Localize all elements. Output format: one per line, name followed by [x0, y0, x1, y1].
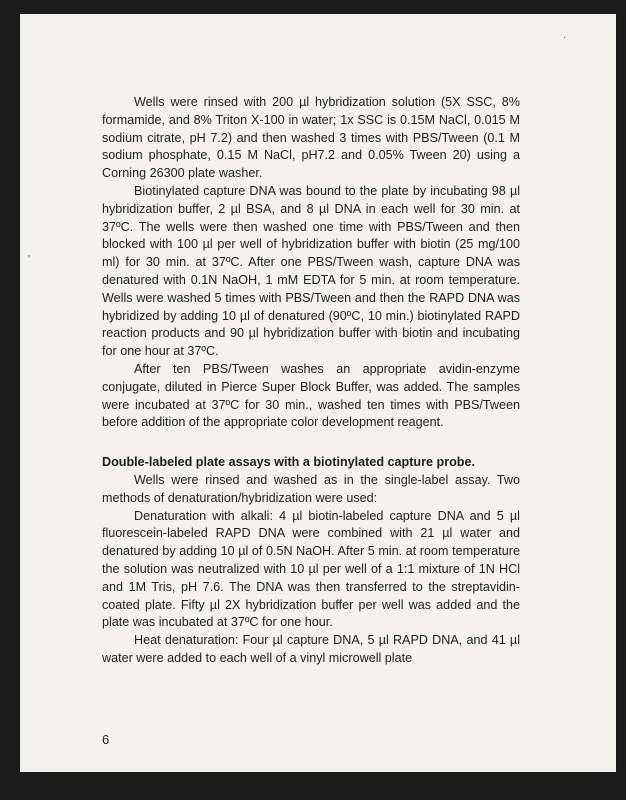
- paragraph: Biotinylated capture DNA was bound to the plate by incubating 98 µl hybridization buffer, 2 µl BSA, and 8 µl DNA in each well for 30 min. at 37ºC. The wells were then washed one time with PBS/Tween and then blocked with 100 µl per well of hybridization buffer with biotin (25 mg/100 ml) for 30 min. at 37ºC. After one PBS/Tween wash, capture DNA was denatured with 0.1N NaOH, 1 mM EDTA for 5 min. at room temperature. Wells were washed 5 times with PBS/Tween and then the RAPD DNA was hybridized by adding 10 µl of denatured (90ºC, 10 min.) biotinylated RAPD reaction products and 90 µl hybridization buffer with biotin and incubating for one hour at 37ºC.: [102, 183, 520, 359]
- page-number: 6: [102, 732, 110, 747]
- paragraph: Heat denaturation: Four µl capture DNA, 5 µl RAPD DNA, and 41 µl water were added to each well of a vinyl microwell plate: [102, 633, 520, 665]
- document-page: [20, 14, 616, 772]
- paragraph: Wells were rinsed and washed as in the single-label assay. Two methods of denaturation/hybridization were used:: [102, 472, 520, 505]
- scan-speck: ': [28, 254, 30, 265]
- scan-speck: ·: [563, 32, 567, 43]
- body-text: [102, 94, 520, 668]
- section-heading: Double-labeled plate assays with a biotinylated capture probe.: [102, 455, 476, 470]
- paragraph: After ten PBS/Tween washes an appropriate avidin-enzyme conjugate, diluted in Pierce Super Block Buffer, was added. The samples were incubated at 37ºC for 30 min., washed ten times with PBS/Tween before addition of the appropriate color development reagent.: [102, 361, 520, 430]
- paragraph: Wells were rinsed with 200 µl hybridization solution (5X SSC, 8% formamide, and 8% Triton X-100 in water; 1x SSC is 0.15M NaCl, 0.015 M sodium citrate, pH 7.2) and then washed 3 times with PBS/Tween (0.1 M sodium phosphate, 0.15 M NaCl, pH7.2 and 0.05% Tween 20) using a Corning 26300 plate washer.: [102, 95, 520, 181]
- paragraph: Denaturation with alkali: 4 µl biotin-labeled capture DNA and 5 µl fluorescein-labeled RAPD DNA were combined with 21 µl water and denatured by adding 10 µl of 0.5N NaOH. After 5 min. at room temperature the solution was neutralized with 10 µl per well of a 1:1 mixture of 1N HCl and 1M Tris, pH 7.6. The DNA was then transferred to the streptavidin-coated plate. Fifty µl 2X hybridization buffer per well was added and the plate was incubated at 37ºC for one hour.: [102, 508, 520, 630]
